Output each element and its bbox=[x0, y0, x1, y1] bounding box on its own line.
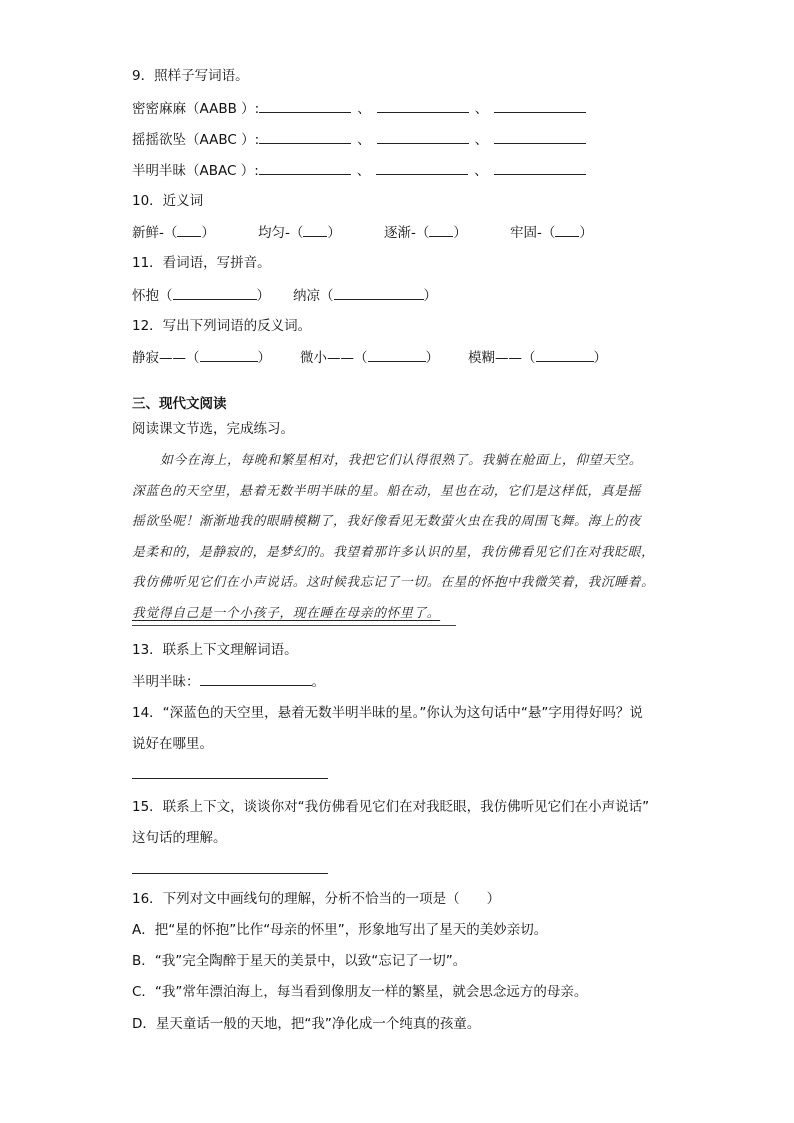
answer-blank[interactable] bbox=[377, 129, 469, 144]
q10-word: 牢固-（ bbox=[510, 225, 556, 241]
q11-word: 怀抱（ bbox=[132, 288, 173, 304]
q9-title: 9．照样子写词语。 bbox=[132, 68, 249, 84]
q12-item bbox=[132, 347, 271, 368]
q11-word: 纳凉（ bbox=[293, 288, 334, 304]
q9-row-label: 半明半昧（ABAC ）: bbox=[132, 163, 259, 179]
q12-title: 12．写出下列词语的反义词。 bbox=[132, 318, 312, 334]
q10-word: 新鲜-（ bbox=[132, 225, 178, 241]
passage-line: 如今在海上，每晚和繁星相对，我把它们认得很熟了。我躺在舱面上，仰望天空。 bbox=[160, 453, 643, 468]
answer-blank[interactable] bbox=[536, 347, 594, 362]
q13-title: 13．联系上下文理解词语。 bbox=[132, 642, 298, 658]
close-paren: ） bbox=[257, 350, 271, 366]
passage-line: 摇欲坠呢！渐渐地我的眼睛模糊了，我好像看见无数萤火虫在我的周围飞舞。海上的夜 bbox=[132, 514, 642, 530]
q10-item bbox=[132, 222, 215, 243]
close-paren: ） bbox=[327, 225, 341, 241]
q11-item bbox=[132, 285, 270, 306]
period: 。 bbox=[311, 674, 325, 690]
answer-blank[interactable] bbox=[377, 98, 469, 113]
q9-row-aabc bbox=[132, 129, 586, 150]
underlined-sentence: 我觉得自己是一个小孩子，现在睡在母亲的怀里了。 bbox=[132, 605, 441, 621]
q16-title: 16．下列对文中画线句的理解，分析不恰当的一项是（ ） bbox=[132, 891, 501, 907]
answer-blank[interactable] bbox=[494, 160, 586, 175]
q14-line2: 说好在哪里。 bbox=[132, 736, 213, 752]
q13-label: 半明半昧： bbox=[132, 674, 200, 690]
close-paren: ） bbox=[453, 225, 467, 241]
separator: 、 bbox=[357, 101, 371, 117]
answer-blank[interactable] bbox=[494, 98, 586, 113]
section-heading: 三、现代文阅读 bbox=[132, 396, 227, 412]
q12-item bbox=[300, 347, 439, 368]
answer-blank[interactable] bbox=[200, 671, 312, 686]
close-paren: ） bbox=[425, 350, 439, 366]
separator: 、 bbox=[474, 163, 488, 179]
q10-word: 均匀-（ bbox=[258, 225, 304, 241]
q10-item bbox=[258, 222, 341, 243]
q16-option-d[interactable]: D．星天童话一般的天地，把“我”净化成一个纯真的孩童。 bbox=[132, 1016, 481, 1032]
q15-line2: 这句话的理解。 bbox=[132, 830, 227, 846]
answer-blank[interactable] bbox=[555, 222, 579, 237]
separator: 、 bbox=[474, 101, 489, 117]
q10-word: 逐渐-（ bbox=[384, 225, 430, 241]
section-intro: 阅读课文节选，完成练习。 bbox=[132, 421, 294, 437]
q10-item bbox=[510, 222, 593, 243]
q13-answer-row bbox=[132, 671, 325, 692]
q15-line1: 15．联系上下文，谈谈你对“我仿佛看见它们在对我眨眼，我仿佛听见它们在小声说话” bbox=[132, 799, 650, 815]
separator: 、 bbox=[474, 132, 489, 148]
separator: 、 bbox=[356, 163, 371, 179]
q14-line1: 14．“深蓝色的天空里，悬着无数半明半昧的星。”你认为这句话中“悬”字用得好吗？说 bbox=[132, 705, 643, 721]
answer-blank[interactable] bbox=[259, 98, 351, 113]
close-paren: ） bbox=[593, 350, 607, 366]
answer-blank[interactable] bbox=[259, 129, 351, 144]
q16-option-a[interactable]: A．把“星的怀抱”比作“母亲的怀里”，形象地写出了星天的美妙亲切。 bbox=[132, 922, 548, 938]
answer-blank[interactable] bbox=[376, 160, 468, 175]
q12-item bbox=[468, 347, 607, 368]
close-paren: ） bbox=[579, 225, 593, 241]
reading-passage bbox=[132, 446, 672, 630]
q9-row-abac bbox=[132, 160, 586, 181]
passage-line: 深蓝色的天空里，悬着无数半明半昧的星。船在动，星也在动，它们是这样低，真是摇 bbox=[132, 483, 642, 499]
answer-blank[interactable] bbox=[429, 222, 453, 237]
passage-underline bbox=[132, 625, 456, 626]
q9-row-label: 摇摇欲坠（AABC ）: bbox=[132, 132, 260, 148]
close-paren: ） bbox=[201, 225, 215, 241]
q10-title: 10．近义词 bbox=[132, 193, 204, 209]
answer-blank[interactable] bbox=[303, 222, 327, 237]
answer-blank[interactable] bbox=[173, 285, 257, 300]
q10-item bbox=[384, 222, 467, 243]
answer-blank[interactable] bbox=[177, 222, 201, 237]
passage-line: 我仿佛听见它们在小声说话。这时候我忘记了一切。在星的怀抱中我微笑着，我沉睡着。 bbox=[132, 575, 655, 591]
separator: 、 bbox=[357, 132, 371, 148]
close-paren: ） bbox=[256, 288, 270, 304]
q14-answer-line[interactable] bbox=[132, 778, 328, 779]
close-paren: ） bbox=[423, 288, 437, 304]
q9-row-label: 密密麻麻（AABB ）: bbox=[132, 101, 260, 117]
q16-option-c[interactable]: C．“我”常年漂泊海上，每当看到像朋友一样的繁星，就会思念远方的母亲。 bbox=[132, 984, 588, 1000]
answer-blank[interactable] bbox=[494, 129, 586, 144]
q12-word: 模糊——（ bbox=[468, 350, 536, 366]
q12-word: 静寂——（ bbox=[132, 350, 200, 366]
q9-row-aabb bbox=[132, 98, 586, 119]
q11-title: 11．看词语，写拼音。 bbox=[132, 255, 271, 271]
answer-blank[interactable] bbox=[368, 347, 426, 362]
passage-line: 是柔和的，是静寂的，是梦幻的。我望着那许多认识的星，我仿佛看见它们在对我眨眼， bbox=[132, 544, 655, 560]
q12-word: 微小——（ bbox=[300, 350, 368, 366]
q11-item bbox=[293, 285, 437, 306]
answer-blank[interactable] bbox=[200, 347, 258, 362]
q16-option-b[interactable]: B．“我”完全陶醉于星天的美景中，以致“忘记了一切”。 bbox=[132, 953, 467, 969]
answer-blank[interactable] bbox=[334, 285, 424, 300]
answer-blank[interactable] bbox=[259, 160, 351, 175]
q15-answer-line[interactable] bbox=[132, 873, 328, 874]
